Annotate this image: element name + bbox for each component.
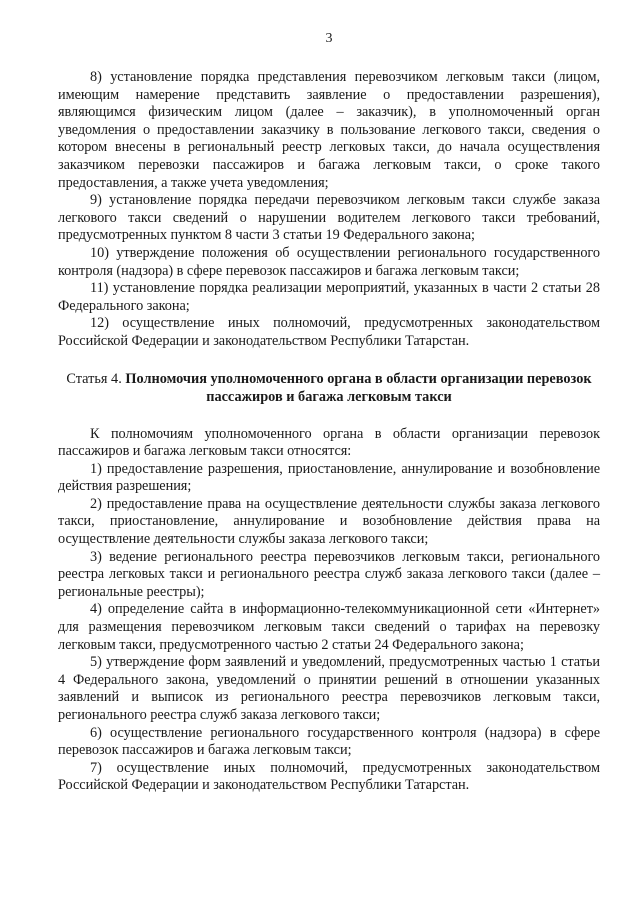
article-item-7: 7) осуществление иных полномочий, предусмотренных законодательством Российской Федерации и законодательством Республики Татарстан. xyxy=(58,759,600,794)
section1-list xyxy=(58,69,600,351)
list-item-11: 11) установление порядка реализации мероприятий, указанных в части 2 статьи 28 Федерального закона; xyxy=(58,280,600,314)
list-item-9: 9) установление порядка передачи перевозчиком легковым такси службе заказа легкового такси сведений о нарушении водителем легкового такси требований, предусмотренных пунктом 8 части 3 статьи 19 Федерального закона; xyxy=(58,192,600,244)
article-item-1: 1) предоставление разрешения, приостановление, аннулирование и возобновление действия разрешения; xyxy=(58,460,600,495)
article-item-4: 4) определение сайта в информационно-телекоммуникационной сети «Интернет» для размещения перевозчиком легковым такси сведений о тарифах на перевозку легковым такси, предусмотренного частью 2 статьи 24 Федерального закона; xyxy=(58,601,600,653)
article-title: Полномочия уполномоченного органа в области организации перевозок пассажиров и багажа легковым такси xyxy=(125,370,592,405)
list-item-12: 12) осуществление иных полномочий, предусмотренных законодательством Российской Федерации и законодательством Республики Татарстан. xyxy=(58,315,600,349)
article-item-6: 6) осуществление регионального государственного контроля (надзора) в сфере перевозок пассажиров и багажа легковым такси; xyxy=(58,724,600,759)
list-item-8: 8) установление порядка представления перевозчиком легковым такси (лицом, имеющим намерение представить заявление о предоставлении разрешения), являющимся физическим лицом (далее – заказчик), в уполномоченный орган уведомления о предоставлении заказчику в пользование легкового такси, сведения о котором внесены в региональный реестр легковых такси, до начала осуществления заказчиком перевозки пассажиров и багажа легковым такси, о сроке такого предоставления, а также учета уведомления; xyxy=(58,69,600,191)
article-number: Статья 4. xyxy=(66,370,122,387)
document-page xyxy=(58,30,600,795)
article-item-2: 2) предоставление права на осуществление деятельности службы заказа легкового такси, приостановление, аннулирование и возобновление действия права на осуществление деятельности службы заказа легкового такси; xyxy=(58,495,600,548)
list-item-10: 10) утверждение положения об осуществлении регионального государственного контроля (надзора) в сфере перевозок пассажиров и багажа легковым такси; xyxy=(58,244,600,279)
page-number: 3 xyxy=(325,31,333,46)
article-item-5: 5) утверждение форм заявлений и уведомлений, предусмотренных частью 1 статьи 4 Федерального закона, уведомлений о принятии решений в отношении указанных заявлений и выписок из регионального реестра перевозчиков легковым такси, регионального реестра служб заказа легкового такси; xyxy=(58,654,600,723)
article-4-body xyxy=(58,426,600,795)
article-item-3: 3) ведение регионального реестра перевозчиков легковым такси, регионального реестра легковых такси и регионального реестра служб заказа легкового такси (далее – региональные реестры); xyxy=(58,548,600,600)
article-4-heading xyxy=(58,370,600,406)
article-intro: К полномочиям уполномоченного органа в области организации перевозок пассажиров и багажа легковым такси относятся: xyxy=(58,425,600,460)
